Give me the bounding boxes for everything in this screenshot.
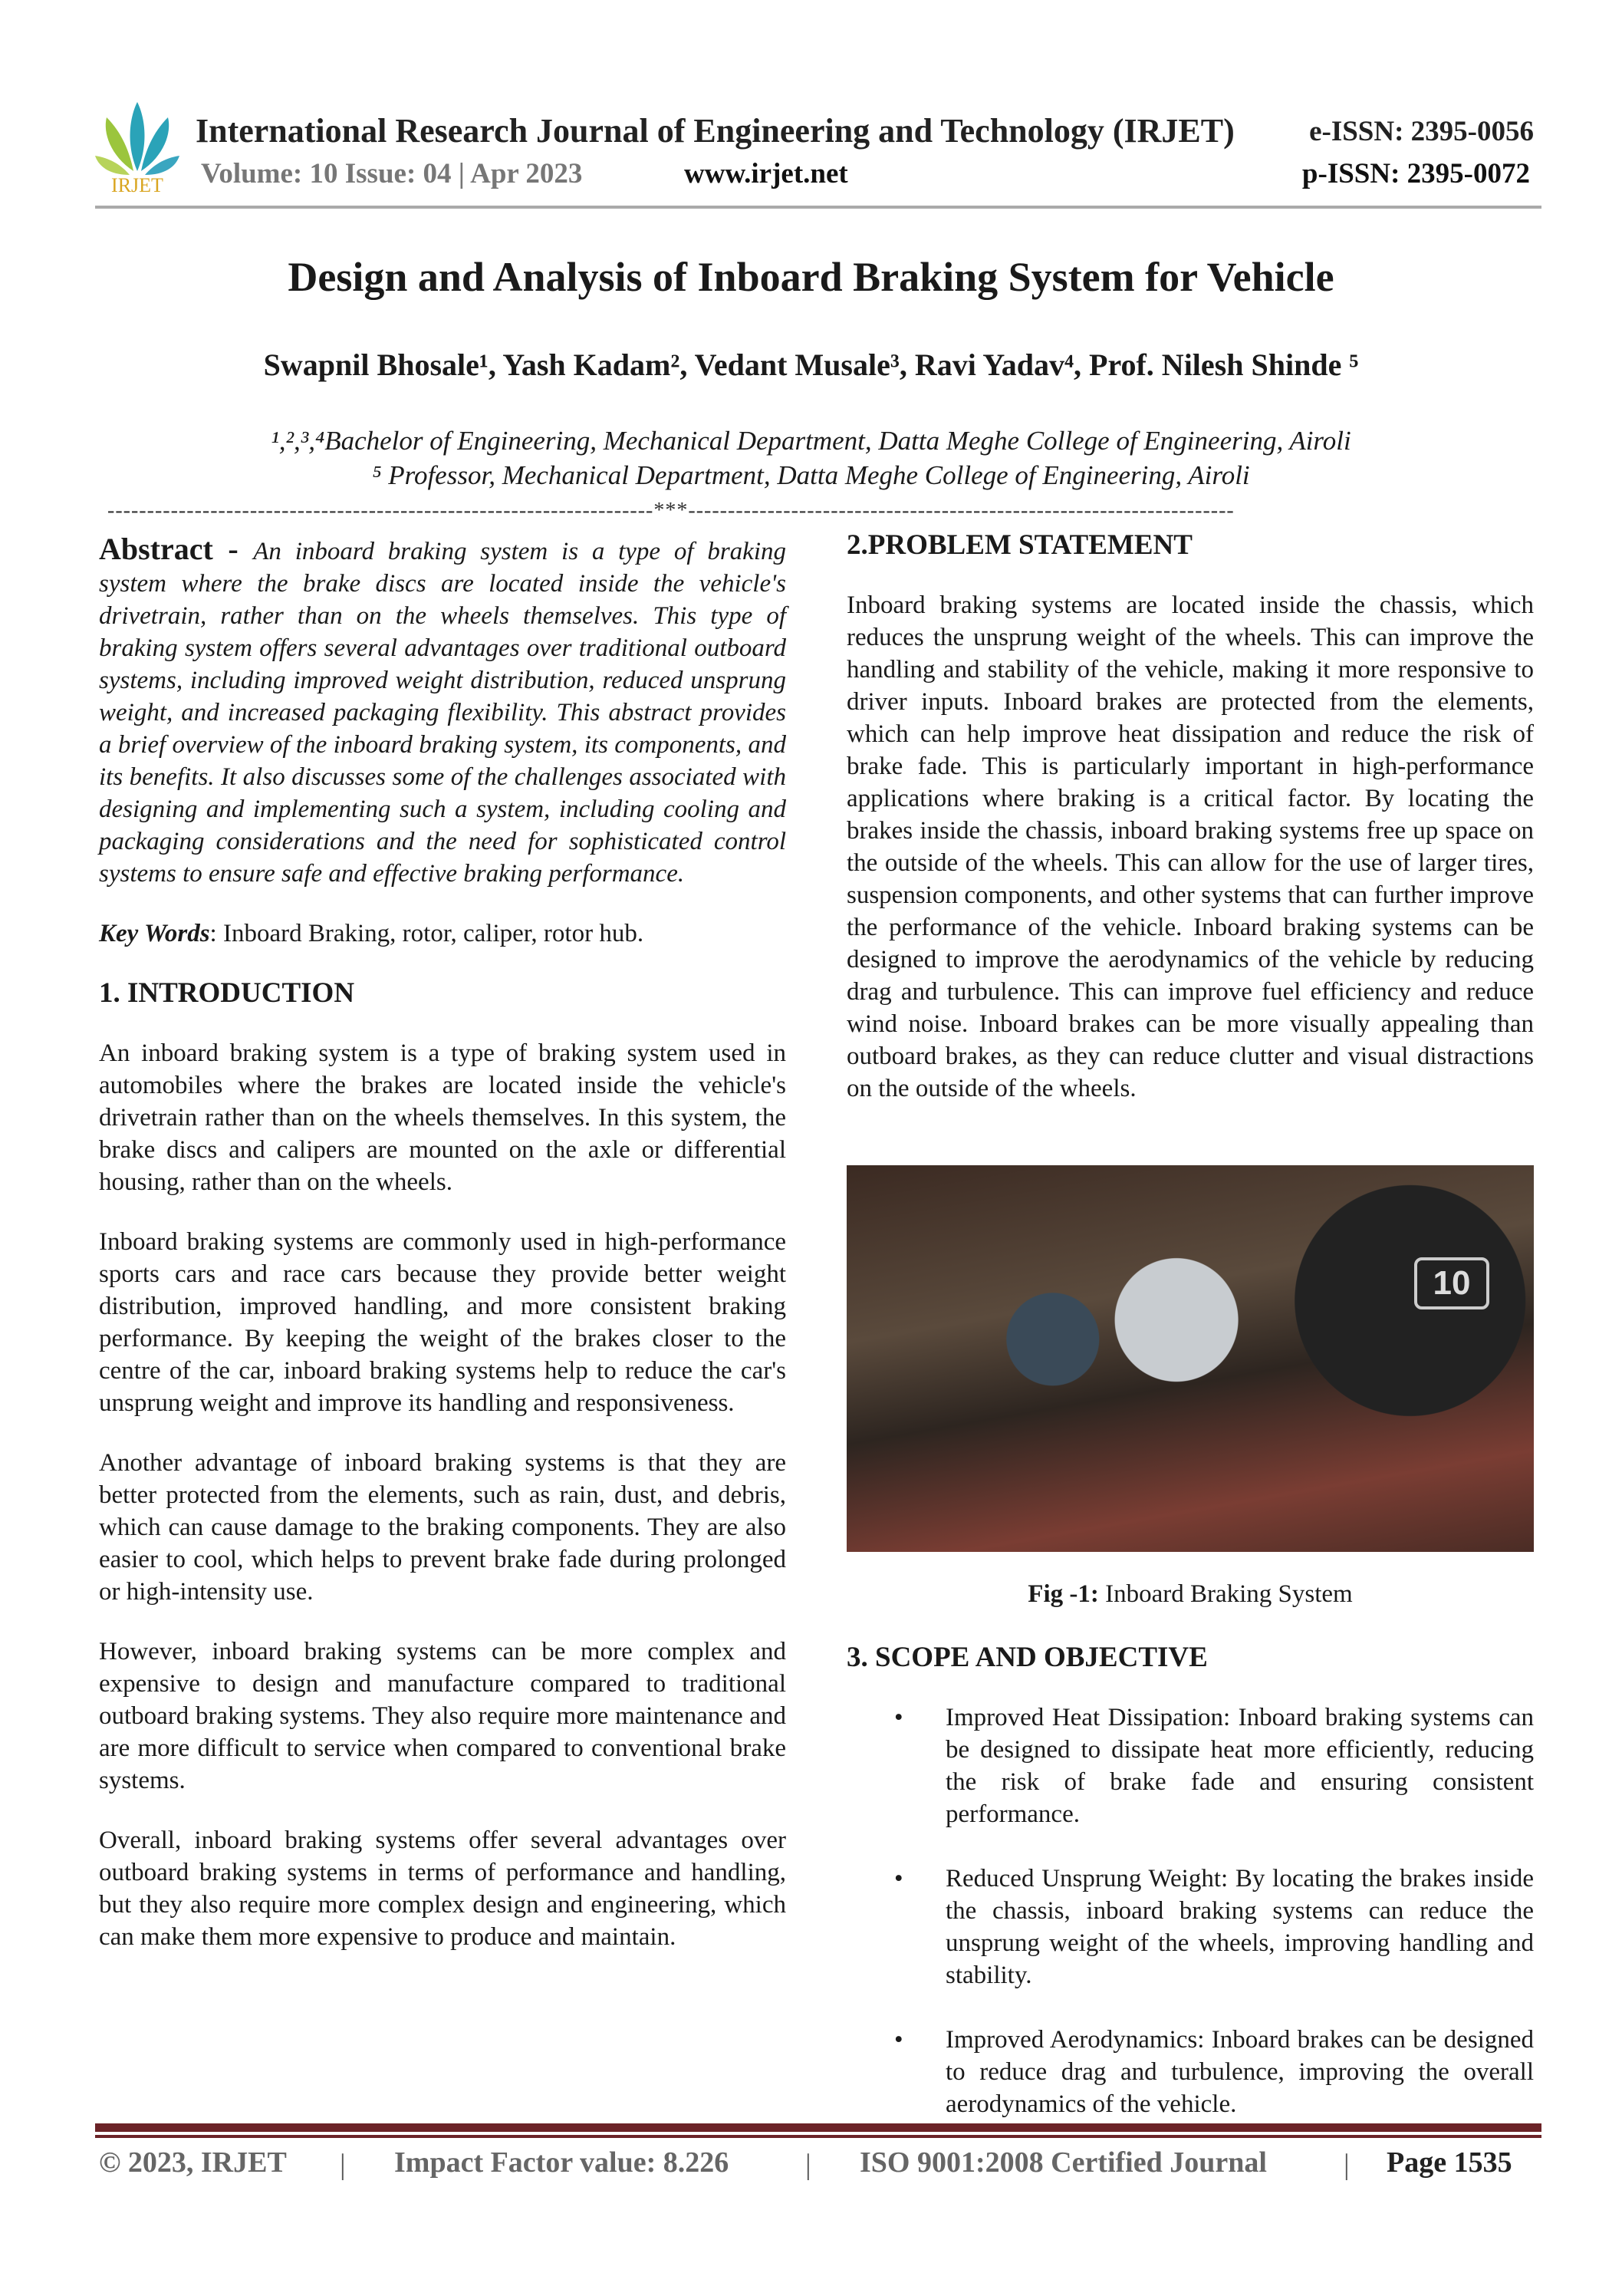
section-separator: ---------------------------------------------------------------------***--------------------------------------------------------------------- — [107, 499, 1235, 522]
intro-paragraph: Another advantage of inboard braking systems is that they are better protected from the elements, such as rain, dust, and debris, which can cause damage to the braking components. They are also easier to cool, which helps to prevent brake fade during prolonged or high-intensity use. — [99, 1449, 786, 1606]
inboard-braking-photo — [847, 1165, 1534, 1552]
engine-badge: 10 — [1414, 1257, 1489, 1309]
volume-issue: Volume: 10 Issue: 04 | Apr 2023 — [201, 158, 583, 189]
footer-bar-thin — [95, 2135, 1541, 2138]
footer-separator: | — [340, 2149, 346, 2181]
pissn: p-ISSN: 2395-0072 — [1301, 158, 1530, 189]
footer-copyright: © 2023, IRJET — [99, 2146, 287, 2179]
right-column-top — [847, 529, 1534, 1105]
footer-separator: | — [1344, 2149, 1350, 2181]
intro-paragraph: An inboard braking system is a type of braking system used in automobiles where the brakes are located inside the vehicle's drivetrain rather than on the wheels themselves. In this system, the brake discs and calipers are mounted on the axle or differential housing, rather than on the wheels. — [99, 1039, 786, 1196]
affiliation-1: ¹,²,³,⁴Bachelor of Engineering, Mechanical Department, Datta Meghe College of Engineering, Airoli — [271, 426, 1351, 456]
figure-caption-text: Inboard Braking System — [1098, 1580, 1353, 1608]
scope-item: • Reduced Unsprung Weight: By locating the brakes inside the chassis, inboard braking systems can reduce the unsprung weight of the wheels, improving handling and stability. — [847, 1863, 1534, 1991]
figure-label: Fig -1: — [1028, 1580, 1099, 1608]
footer-iso: ISO 9001:2008 Certified Journal — [860, 2146, 1267, 2179]
paper-title: Design and Analysis of Inboard Braking System for Vehicle — [288, 254, 1334, 300]
affiliation-2: ⁵ Professor, Mechanical Department, Datta Meghe College of Engineering, Airoli — [372, 460, 1250, 490]
page-number: Page 1535 — [1387, 2146, 1512, 2179]
footer-impact-factor: Impact Factor value: 8.226 — [394, 2146, 729, 2179]
journal-website-link[interactable]: www.irjet.net — [684, 158, 848, 189]
keywords-text: : Inboard Braking, rotor, caliper, rotor hub. — [209, 920, 644, 947]
abstract — [99, 533, 786, 890]
scope-item: • Improved Heat Dissipation: Inboard braking systems can be designed to dissipate heat more efficiently, reducing the risk of brake fade and ensuring consistent performance. — [847, 1701, 1534, 1830]
scope-item: • Improved Aerodynamics: Inboard brakes can be designed to reduce drag and turbulence, improving the overall aerodynamics of the vehicle. — [847, 2024, 1534, 2120]
journal-name: International Research Journal of Engineering and Technology (IRJET) — [196, 112, 1235, 150]
footer-bar — [95, 2123, 1541, 2132]
keywords-label: Key Words — [99, 920, 210, 947]
problem-heading: 2.PROBLEM STATEMENT — [847, 529, 1193, 561]
intro-paragraph: Inboard braking systems are commonly used in high-performance sports cars and race cars because they provide better weight distribution, improved handling, and more consistent braking performance. By keeping the weight of the brakes closer to the centre of the car, inboard braking systems help to reduce the car's unsprung weight and improve its handling and responsiveness. — [99, 1228, 786, 1417]
figure-caption — [847, 1580, 1534, 1609]
svg-text:IRJET: IRJET — [111, 174, 163, 194]
irjet-logo — [95, 98, 179, 194]
intro-paragraph: However, inboard braking systems can be more complex and expensive to design and manufacture compared to traditional outboard braking systems. They also require more maintenance and are more difficult to service when compared to conventional brake systems. — [99, 1638, 786, 1794]
authors: Swapnil Bhosale¹, Yash Kadam², Vedant Musale³, Ravi Yadav⁴, Prof. Nilesh Shinde ⁵ — [263, 348, 1359, 382]
left-column — [99, 533, 786, 1953]
eissn: e-ISSN: 2395-0056 — [1309, 116, 1534, 147]
footer-separator: | — [805, 2149, 811, 2181]
keywords — [99, 917, 786, 950]
intro-heading: 1. INTRODUCTION — [99, 977, 355, 1009]
problem-text: Inboard braking systems are located inside the chassis, which reduces the unsprung weight of the wheels. This can improve the handling and stability of the vehicle, making it more responsive to driver inputs. Inboard brakes are protected from the elements, which can help improve heat dissipation and reduce the risk of brake fade. This is particularly important in high-performance applications where braking is a critical factor. By locating the brakes inside the chassis, inboard braking systems free up space on the outside of the wheels. This can allow for the use of larger tires, suspension components, and other systems that can further improve the performance of the vehicle. Inboard braking systems can be designed to improve the aerodynamics of the vehicle by reducing drag and turbulence. This can improve fuel efficiency and reduce wind noise. Inboard brakes can be more visually appealing than outboard brakes, as they can reduce clutter and visual distractions on the outside of the wheels. — [847, 591, 1534, 1102]
abstract-label: Abstract - — [99, 532, 254, 566]
scope-heading: 3. SCOPE AND OBJECTIVE — [847, 1642, 1208, 1673]
scope-section — [847, 1642, 1534, 2153]
header-divider — [95, 206, 1541, 209]
abstract-text: An inboard braking system is a type of braking system where the brake discs are located inside the vehicle's drivetrain, rather than on the wheels themselves. This type of braking system offers several advantages over traditional outboard systems, including improved weight distribution, reduced unsprung weight, and increased packaging flexibility. This abstract provides a brief overview of the inboard braking system, its components, and its benefits. It also discusses some of the challenges associated with designing and implementing such a system, including cooling and packaging considerations and the need for sophisticated control systems to ensure safe and effective braking performance. — [99, 538, 786, 888]
intro-paragraph: Overall, inboard braking systems offer several advantages over outboard braking systems in terms of performance and handling, but they also require more complex design and engineering, which can make them more expensive to produce and maintain. — [99, 1827, 786, 1951]
